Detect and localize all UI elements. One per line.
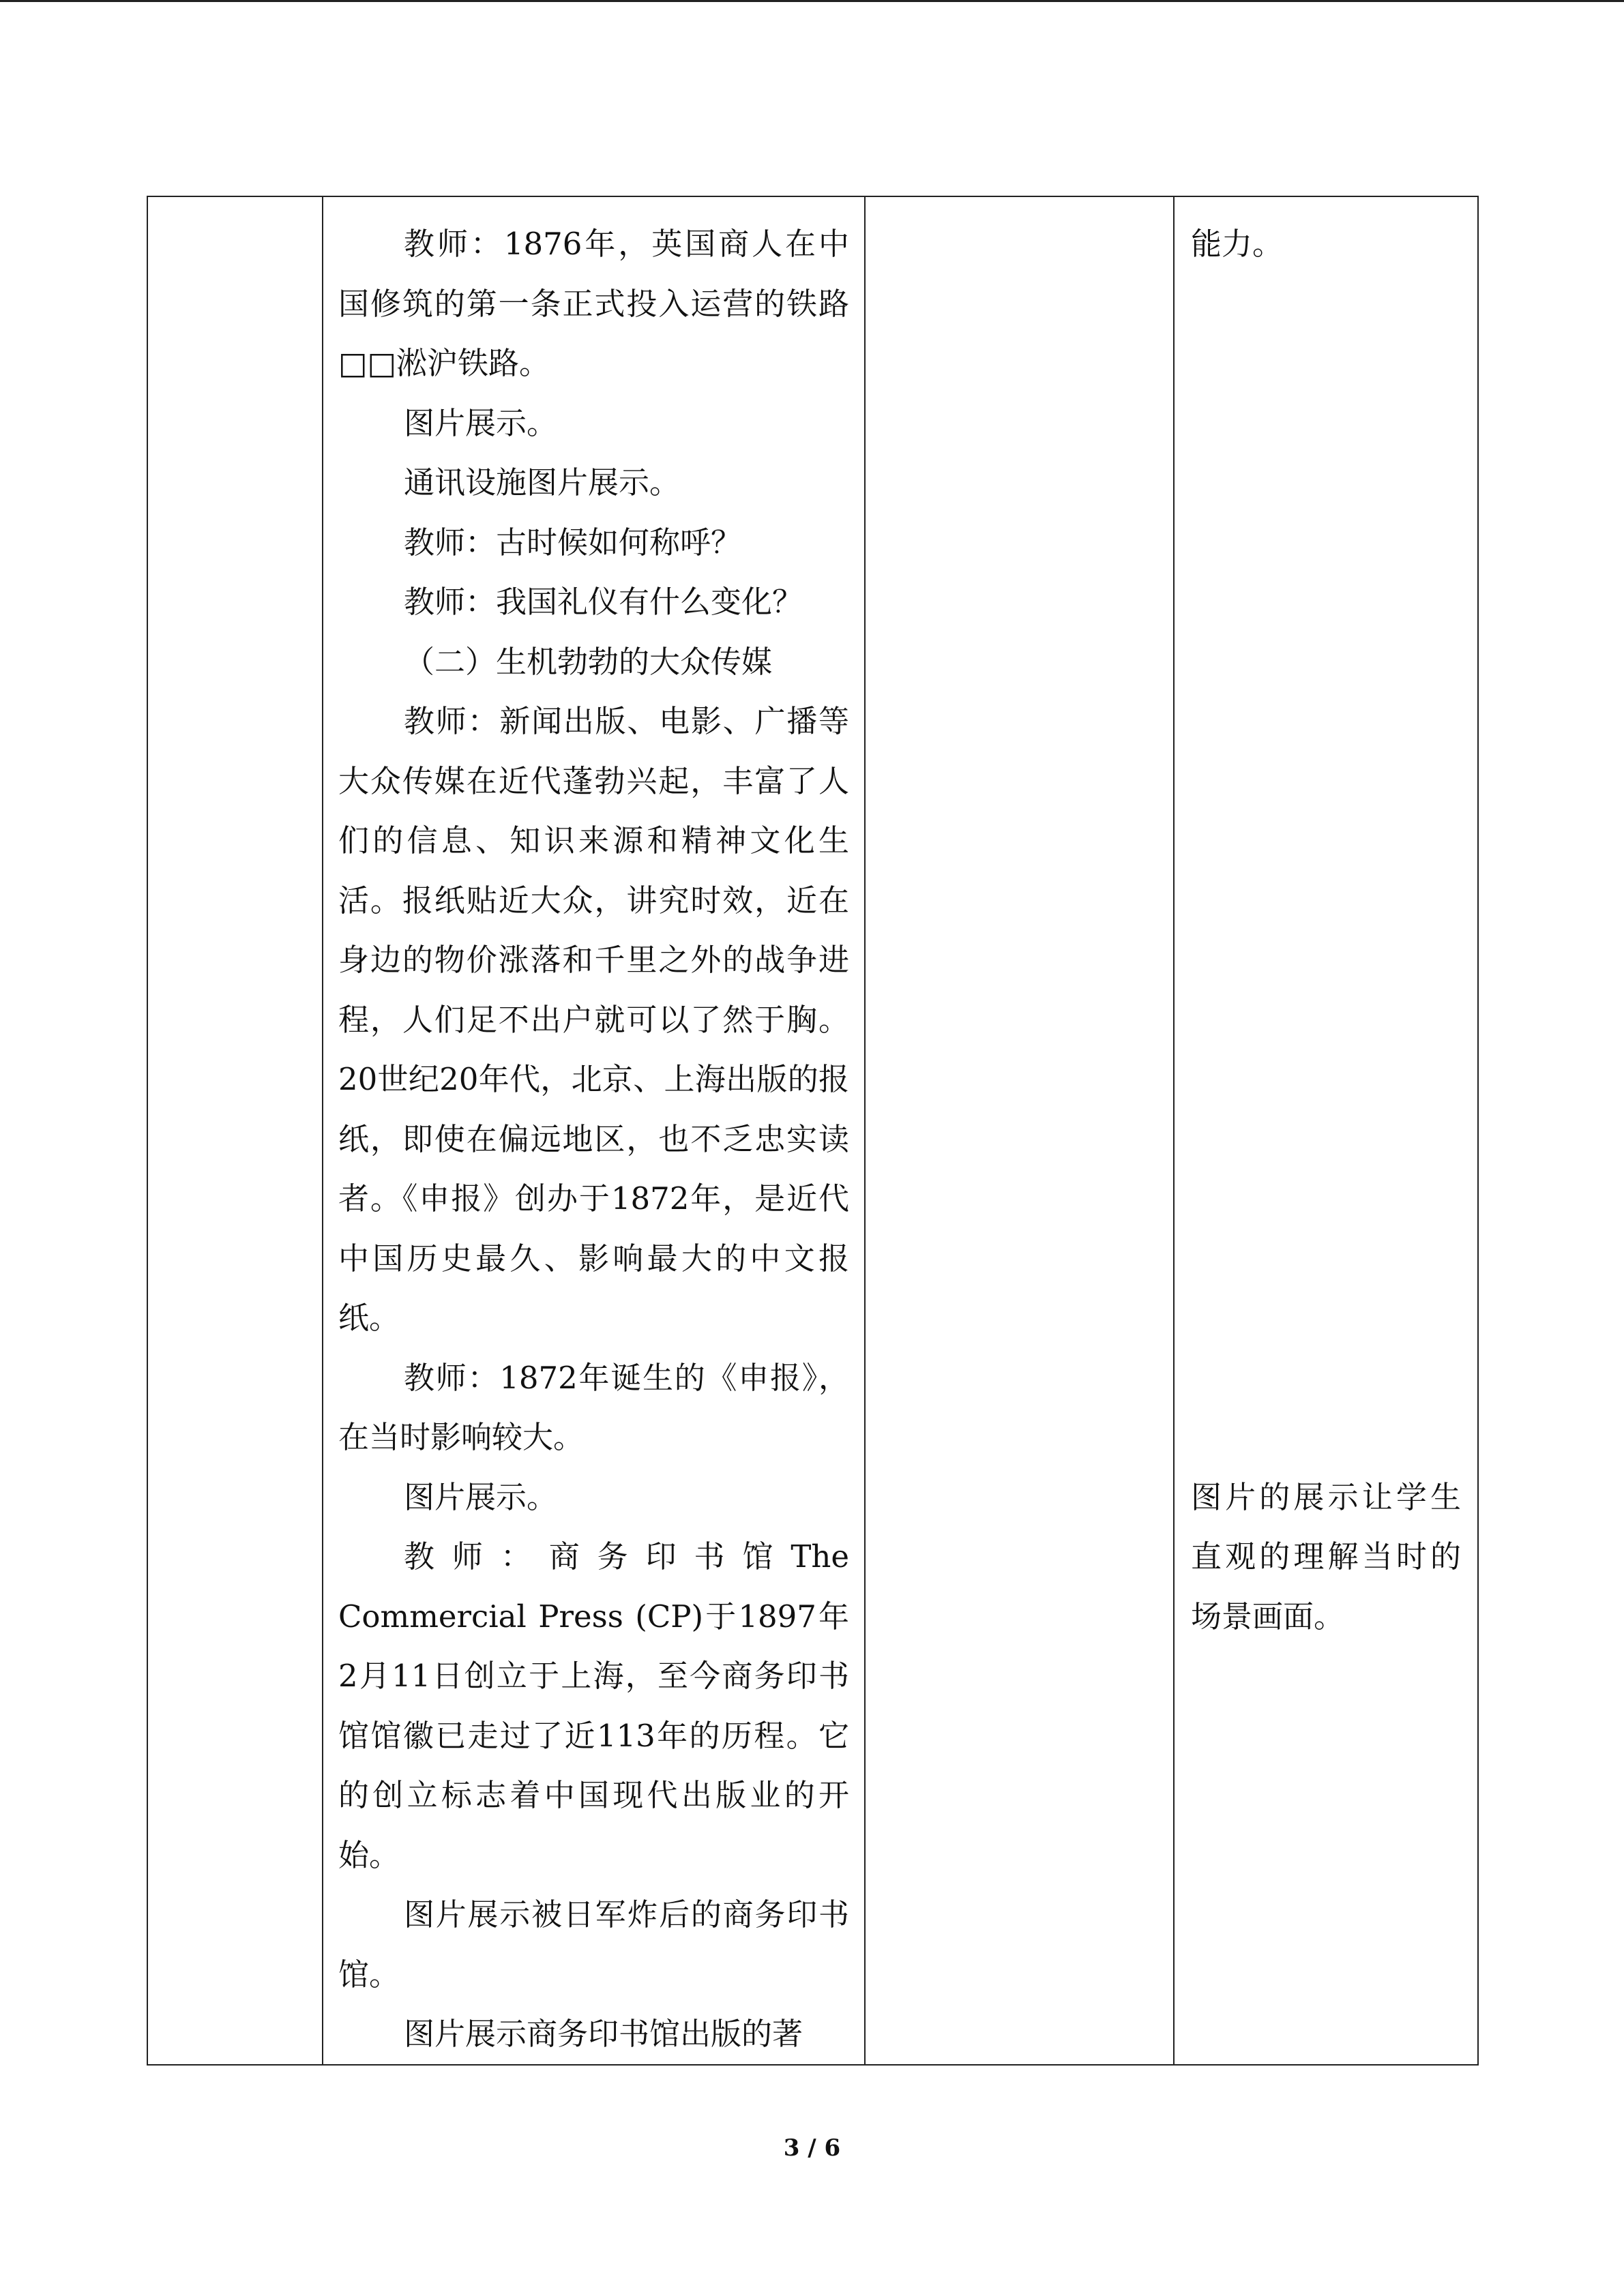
lesson-plan-table	[147, 196, 1479, 2066]
student-activity-cell	[865, 196, 1174, 2065]
section-heading: （二）生机勃勃的大众传媒	[404, 643, 773, 680]
design-intent-text	[1175, 197, 1477, 1646]
paragraph: 教师：新闻出版、电影、广播等大众传媒在近代蓬勃兴起，丰富了人们的信息、知识来源和精神文化生活。报纸贴近大众，讲究时效，近在身边的物价涨落和千里之外的战争进程，人们足不出户就可以了然于胸。20世纪20年代，北京、上海出版的报纸，即使在偏远地区，也不乏忠实读者。《申报》创办于1872年，是近代中国历史最久、影响最大的中文报纸。	[338, 703, 849, 1336]
design-note: 图片的展示让学生直观的理解当时的场景画面。	[1191, 1478, 1461, 1635]
spacer	[1191, 274, 1461, 1467]
paragraph: 图片展示被日军炸后的商务印书馆。	[338, 1896, 849, 1993]
page-top-border	[0, 0, 1624, 2]
paragraph: 图片展示。	[404, 404, 558, 441]
paragraph: 通讯设施图片展示。	[404, 464, 681, 501]
paragraph: 教师：商务印书馆The Commercial Press (CP)于1897年2月11日创立于上海，至今商务印书馆馆徽已走过了近113年的历程。它的创立标志着中国现代出版业的开始。	[338, 1538, 859, 1873]
table-row	[147, 196, 1478, 2065]
teaching-activity-text	[323, 197, 864, 2064]
design-note: 能力。	[1191, 226, 1284, 262]
paragraph: 教师：1876年，英国商人在中国修筑的第一条正式投入运营的铁路□□淞沪铁路。	[338, 226, 849, 381]
paragraph: 图片展示商务印书馆出版的著	[404, 2016, 803, 2052]
paragraph: 图片展示。	[404, 1478, 558, 1515]
page-number: 3 / 6	[783, 2134, 841, 2162]
teaching-activity-cell	[323, 196, 865, 2065]
design-intent-cell	[1174, 196, 1478, 2065]
section-column-cell	[147, 196, 323, 2065]
paragraph: 教师：古时候如何称呼？	[404, 524, 742, 561]
paragraph: 教师：我国礼仪有什么变化？	[404, 584, 803, 620]
paragraph: 教师：1872年诞生的《申报》，在当时影响较大。	[338, 1359, 849, 1455]
